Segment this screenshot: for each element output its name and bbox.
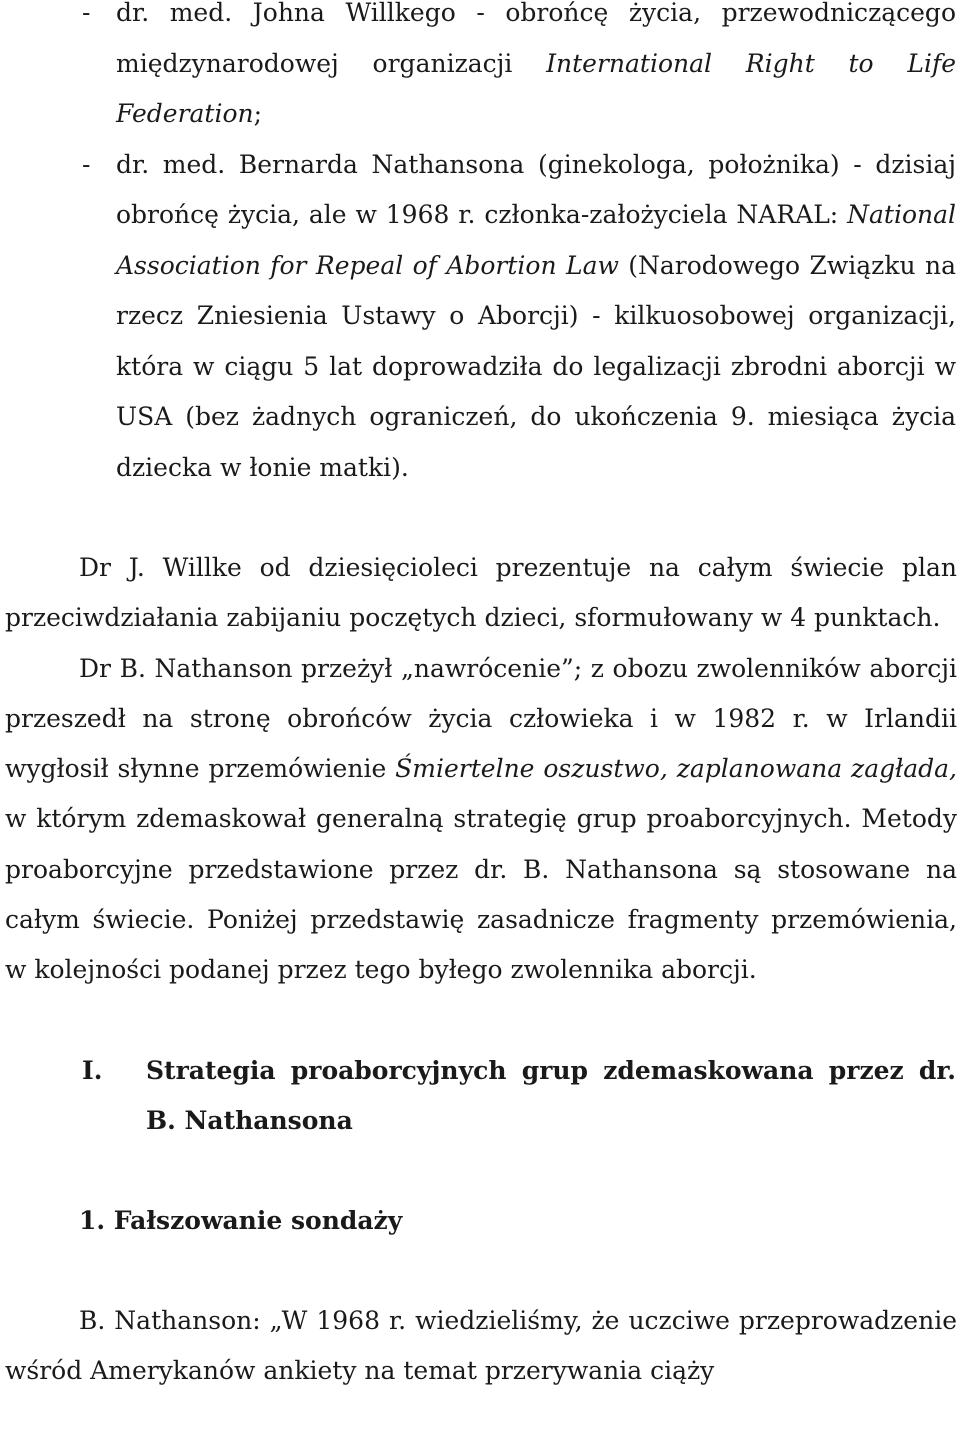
speech-title: Śmiertelne oszustwo, zaplanowana zagłada,	[395, 754, 957, 784]
list-item-willke	[0, 0, 956, 140]
section-number: I.	[82, 1055, 103, 1085]
paragraph-quote	[5, 1296, 957, 1396]
paragraph-text-cont: w którym zdemaskował generalną strategię grup proaborcyjnych. Metody proaborcyjne przedstawione przez dr. B. Nathansona są stosowane na całym świecie. Poniżej przedstawię zasadnicze fragmenty przemówienia, w kolejności podanej przez tego byłego zwolennika aborcji.	[5, 804, 957, 985]
list-item-text-cont: (Narodowego Związku na rzecz Zniesienia Ustawy o Aborcji) - kilkuosobowej organizacji, która w ciągu 5 lat doprowadziła do legalizacji zbrodni aborcji w USA (bez żadnych ograniczeń, do ukończenia 9. miesiąca życia dziecka w łonie matki).	[116, 250, 956, 482]
list-item-text: dr. med. Bernarda Nathansona (ginekologa, położnika) - dzisiaj obrońcę życia, ale w 1968 r. członka-założyciela NARAL:	[116, 149, 956, 229]
list-item-text: dr. med. Johna Willkego - obrońcę życia, przewodniczącego międzynarodowej organizacji	[116, 0, 956, 78]
paragraph-nathanson	[5, 644, 957, 996]
paragraph-willke-plan	[5, 543, 957, 644]
paragraph-text: Dr J. Willke od dziesięcioleci prezentuje na całym świecie plan przeciwdziałania zabijaniu poczętych dzieci, sformułowany w 4 punktach.	[5, 553, 957, 633]
organization-name: International Right to Life Federation	[116, 48, 957, 128]
paragraph-text: Dr B. Nathanson przeżył „nawrócenie”; z obozu zwolenników aborcji przeszedł na stronę obrońców życia człowieka i w 1982 r. w Irlandii wygłosił słynne przemówienie	[5, 653, 957, 784]
section-title: Strategia proaborcyjnych grup zdemaskowana przez dr. B. Nathansona	[146, 1055, 956, 1135]
subsection-heading: 1. Fałszowanie sondaży	[79, 1205, 403, 1235]
section-heading	[0, 1046, 956, 1146]
organization-name: National Association for Repeal of Abortion Law	[116, 200, 956, 280]
list-item-nathanson	[0, 140, 956, 494]
list-dash: -	[82, 0, 91, 27]
list-item-punct: ;	[253, 99, 263, 128]
paragraph-text: B. Nathanson: „W 1968 r. wiedzieliśmy, że uczciwe przeprowadzenie wśród Amerykanów ankiety na temat przerywania ciąży	[5, 1305, 957, 1385]
list-dash: -	[82, 149, 91, 179]
